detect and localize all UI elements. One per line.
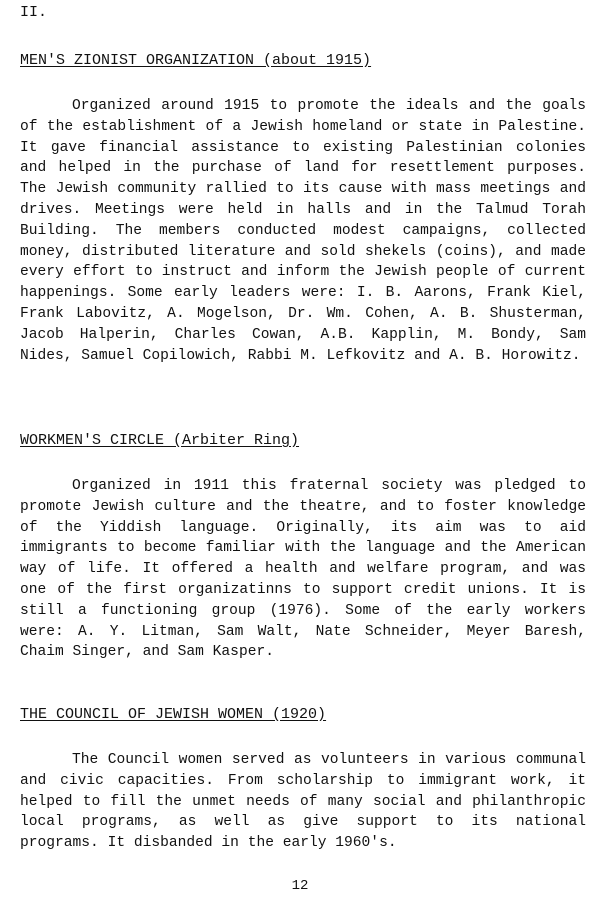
heading-workmens-circle: WORKMEN'S CIRCLE (Arbiter Ring)	[20, 432, 300, 449]
heading-mens-zionist-organization: MEN'S ZIONIST ORGANIZATION (about 1915)	[20, 52, 372, 69]
paragraph-workmens-circle: Organized in 1911 this fraternal society was pledged to promote Jewish culture and the theatre, and to foster knowledge of the Yiddish language. Originally, its aim was to aid immigrants to become familiar with the language and the American way of life. It offered a health and welfare program, and was one of the first organizatinns to support credit unions. It is still a functioning group (1976). Some of the early workers were: A. Y. Litman, Sam Walt, Nate Schneider, Meyer Baresh, Chaim Singer, and Sam Kasper.	[20, 478, 586, 661]
heading-council-of-jewish-women: THE COUNCIL OF JEWISH WOMEN (1920)	[20, 706, 327, 723]
paragraph-mens-zionist-organization: Organized around 1915 to promote the ideals and the goals of the establishment of a Jewish homeland or state in Palestine. It gave financial assistance to existing Palestinian colonies and helped in the purchase of land for resettlement purposes. The Jewish community rallied to its cause with mass meetings and drives. Meetings were held in halls and in the Talmud Torah Building. The members conducted modest campaigns, collected money, distributed literature and sold shekels (coins), and made every effort to instruct and inform the Jewish people of current happenings. Some early leaders were: I. B. Aarons, Frank Kiel, Frank Labovitz, A. Mogelson, Dr. Wm. Cohen, A. B. Shusterman, Jacob Halperin, Charles Cowan, A.B. Kapplin, M. Bondy, Sam Nides, Samuel Copilowich, Rabbi M. Lefkovitz and A. B. Horowitz.	[20, 98, 586, 364]
page-number: 12	[291, 878, 309, 894]
paragraph-council-of-jewish-women: The Council women served as volunteers in various communal and civic capacities. From scholarship to immigrant work, it helped to fill the unmet needs of many social and philanthropic local programs, as well as give support to its national programs. It disbanded in the early 1960's.	[20, 752, 586, 852]
section-number: II.	[20, 4, 48, 21]
